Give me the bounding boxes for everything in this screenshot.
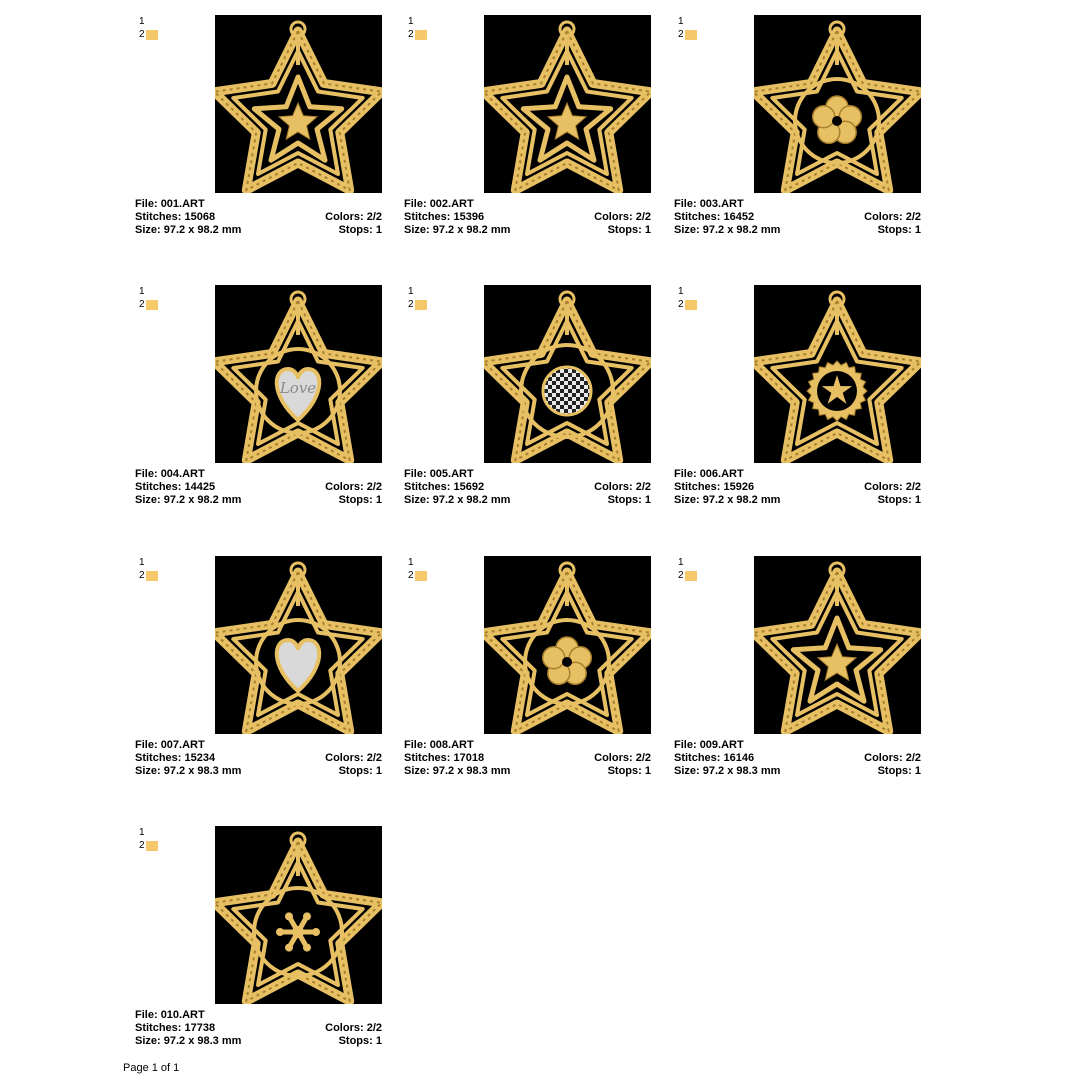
page-footer: Page 1 of 1 bbox=[123, 1062, 180, 1074]
color-swatch bbox=[685, 571, 697, 581]
design-info bbox=[135, 468, 382, 507]
file-info: File: 009.ART bbox=[674, 739, 744, 751]
stop-number: 1 bbox=[408, 16, 414, 27]
file-name: 009.ART bbox=[699, 739, 744, 751]
stitch-count: 14425 bbox=[184, 481, 216, 493]
color-stop-row bbox=[678, 28, 697, 41]
stop-count: 1 bbox=[914, 224, 921, 236]
design-card bbox=[404, 285, 654, 515]
design-size: 97.2 x 98.3 mm bbox=[432, 765, 511, 777]
stops-info: Stops: 1 bbox=[338, 224, 382, 236]
stop-count: 1 bbox=[375, 224, 382, 236]
stitches-info: Stitches: 15234 bbox=[135, 752, 216, 764]
stops-info: Stops: 1 bbox=[877, 765, 921, 777]
design-size: 97.2 x 98.2 mm bbox=[163, 494, 242, 506]
stop-number: 2 bbox=[139, 570, 145, 581]
stop-number: 2 bbox=[678, 299, 684, 310]
color-stop-row bbox=[678, 569, 697, 582]
color-swatch bbox=[415, 571, 427, 581]
ornament-icon bbox=[215, 556, 382, 734]
svg-text:Love: Love bbox=[279, 379, 317, 397]
stop-number: 1 bbox=[139, 827, 145, 838]
color-stop-row bbox=[139, 826, 158, 839]
stitches-info: Stitches: 15396 bbox=[404, 211, 485, 223]
file-name: 001.ART bbox=[160, 198, 205, 210]
ornament-icon bbox=[484, 15, 651, 193]
color-swatch bbox=[146, 841, 158, 851]
colors-info: Colors: 2/2 bbox=[864, 481, 921, 493]
design-thumbnail bbox=[484, 556, 651, 734]
design-card bbox=[404, 15, 654, 245]
design-card bbox=[135, 826, 385, 1056]
color-stop-list bbox=[139, 15, 158, 41]
stop-number: 2 bbox=[678, 29, 684, 40]
stops-info: Stops: 1 bbox=[607, 494, 651, 506]
colors-info: Colors: 2/2 bbox=[864, 752, 921, 764]
file-info: File: 007.ART bbox=[135, 739, 205, 751]
color-count: 2/2 bbox=[366, 211, 382, 223]
stop-number: 2 bbox=[139, 840, 145, 851]
design-info bbox=[404, 739, 651, 778]
color-stop-list bbox=[408, 285, 427, 311]
color-stop-row bbox=[408, 556, 427, 569]
stitches-info: Stitches: 15068 bbox=[135, 211, 216, 223]
color-count: 2/2 bbox=[905, 752, 921, 764]
design-card bbox=[135, 556, 385, 786]
color-stop-list bbox=[139, 826, 158, 852]
colors-info: Colors: 2/2 bbox=[864, 211, 921, 223]
stitches-info: Stitches: 15692 bbox=[404, 481, 485, 493]
size-info: Size: 97.2 x 98.3 mm bbox=[135, 765, 242, 777]
file-name: 005.ART bbox=[429, 468, 474, 480]
design-card bbox=[135, 15, 385, 245]
color-stop-list bbox=[678, 556, 697, 582]
file-name: 004.ART bbox=[160, 468, 205, 480]
file-info: File: 002.ART bbox=[404, 198, 474, 210]
file-info: File: 008.ART bbox=[404, 739, 474, 751]
color-stop-list bbox=[139, 556, 158, 582]
size-info: Size: 97.2 x 98.2 mm bbox=[674, 224, 781, 236]
size-info: Size: 97.2 x 98.3 mm bbox=[674, 765, 781, 777]
stops-info: Stops: 1 bbox=[877, 224, 921, 236]
design-card bbox=[674, 556, 924, 786]
ornament-icon bbox=[484, 285, 651, 463]
stop-count: 1 bbox=[375, 494, 382, 506]
file-name: 007.ART bbox=[160, 739, 205, 751]
stitch-count: 15068 bbox=[184, 211, 216, 223]
color-count: 2/2 bbox=[635, 752, 651, 764]
size-info: Size: 97.2 x 98.2 mm bbox=[135, 494, 242, 506]
stop-count: 1 bbox=[644, 494, 651, 506]
size-info: Size: 97.2 x 98.2 mm bbox=[135, 224, 242, 236]
color-count: 2/2 bbox=[366, 1022, 382, 1034]
stitches-info: Stitches: 17018 bbox=[404, 752, 485, 764]
design-info bbox=[404, 198, 651, 237]
colors-info: Colors: 2/2 bbox=[325, 752, 382, 764]
design-card bbox=[674, 285, 924, 515]
color-swatch bbox=[146, 571, 158, 581]
stop-count: 1 bbox=[644, 765, 651, 777]
design-info bbox=[135, 739, 382, 778]
design-info bbox=[135, 198, 382, 237]
design-size: 97.2 x 98.2 mm bbox=[702, 494, 781, 506]
file-info: File: 006.ART bbox=[674, 468, 744, 480]
design-info bbox=[135, 1009, 382, 1048]
stop-count: 1 bbox=[914, 765, 921, 777]
stitches-info: Stitches: 16146 bbox=[674, 752, 755, 764]
design-size: 97.2 x 98.2 mm bbox=[432, 494, 511, 506]
design-thumbnail bbox=[754, 15, 921, 193]
stop-number: 2 bbox=[139, 29, 145, 40]
stitches-info: Stitches: 15926 bbox=[674, 481, 755, 493]
color-stop-row bbox=[139, 569, 158, 582]
design-thumbnail bbox=[215, 285, 382, 463]
stitch-count: 16146 bbox=[723, 752, 755, 764]
stop-number: 2 bbox=[408, 29, 414, 40]
colors-info: Colors: 2/2 bbox=[325, 211, 382, 223]
color-stop-list bbox=[408, 556, 427, 582]
color-stop-row bbox=[678, 556, 697, 569]
colors-info: Colors: 2/2 bbox=[594, 481, 651, 493]
design-info bbox=[674, 468, 921, 507]
size-info: Size: 97.2 x 98.2 mm bbox=[674, 494, 781, 506]
color-swatch bbox=[685, 30, 697, 40]
stitch-count: 15396 bbox=[453, 211, 485, 223]
ornament-icon bbox=[215, 285, 382, 463]
design-thumbnail bbox=[215, 15, 382, 193]
file-info: File: 004.ART bbox=[135, 468, 205, 480]
stop-count: 1 bbox=[375, 765, 382, 777]
file-info: File: 003.ART bbox=[674, 198, 744, 210]
design-thumbnail bbox=[484, 15, 651, 193]
stop-number: 1 bbox=[678, 286, 684, 297]
file-info: File: 010.ART bbox=[135, 1009, 205, 1021]
design-size: 97.2 x 98.2 mm bbox=[702, 224, 781, 236]
ornament-icon bbox=[754, 15, 921, 193]
design-info bbox=[404, 468, 651, 507]
ornament-icon bbox=[754, 285, 921, 463]
color-stop-row bbox=[678, 298, 697, 311]
stitch-count: 15692 bbox=[453, 481, 485, 493]
stop-number: 2 bbox=[678, 570, 684, 581]
stops-info: Stops: 1 bbox=[338, 494, 382, 506]
color-stop-row bbox=[139, 839, 158, 852]
stop-count: 1 bbox=[644, 224, 651, 236]
colors-info: Colors: 2/2 bbox=[594, 752, 651, 764]
design-thumbnail bbox=[484, 285, 651, 463]
stops-info: Stops: 1 bbox=[338, 765, 382, 777]
color-stop-row bbox=[408, 298, 427, 311]
size-info: Size: 97.2 x 98.3 mm bbox=[404, 765, 511, 777]
stop-count: 1 bbox=[914, 494, 921, 506]
color-stop-row bbox=[139, 285, 158, 298]
color-swatch bbox=[146, 300, 158, 310]
color-swatch bbox=[415, 300, 427, 310]
design-thumbnail bbox=[754, 285, 921, 463]
color-count: 2/2 bbox=[366, 481, 382, 493]
design-thumbnail bbox=[754, 556, 921, 734]
stops-info: Stops: 1 bbox=[877, 494, 921, 506]
stop-number: 1 bbox=[678, 557, 684, 568]
color-stop-row bbox=[139, 28, 158, 41]
stop-count: 1 bbox=[375, 1035, 382, 1047]
color-stop-row bbox=[139, 15, 158, 28]
stops-info: Stops: 1 bbox=[607, 224, 651, 236]
stop-number: 2 bbox=[408, 570, 414, 581]
size-info: Size: 97.2 x 98.3 mm bbox=[135, 1035, 242, 1047]
design-size: 97.2 x 98.3 mm bbox=[163, 765, 242, 777]
color-stop-row bbox=[408, 285, 427, 298]
color-stop-row bbox=[139, 298, 158, 311]
color-swatch bbox=[415, 30, 427, 40]
color-stop-list bbox=[408, 15, 427, 41]
file-info: File: 001.ART bbox=[135, 198, 205, 210]
stops-info: Stops: 1 bbox=[607, 765, 651, 777]
color-stop-row bbox=[678, 15, 697, 28]
color-count: 2/2 bbox=[635, 481, 651, 493]
design-info bbox=[674, 198, 921, 237]
design-size: 97.2 x 98.3 mm bbox=[702, 765, 781, 777]
stop-number: 1 bbox=[408, 286, 414, 297]
stitches-info: Stitches: 16452 bbox=[674, 211, 755, 223]
colors-info: Colors: 2/2 bbox=[594, 211, 651, 223]
size-info: Size: 97.2 x 98.2 mm bbox=[404, 224, 511, 236]
color-stop-row bbox=[408, 28, 427, 41]
stitch-count: 16452 bbox=[723, 211, 755, 223]
color-stop-list bbox=[678, 285, 697, 311]
file-info: File: 005.ART bbox=[404, 468, 474, 480]
file-name: 003.ART bbox=[699, 198, 744, 210]
color-stop-list bbox=[139, 285, 158, 311]
color-swatch bbox=[685, 300, 697, 310]
color-count: 2/2 bbox=[905, 481, 921, 493]
color-count: 2/2 bbox=[905, 211, 921, 223]
design-card bbox=[674, 15, 924, 245]
stop-number: 1 bbox=[139, 286, 145, 297]
stitch-count: 15234 bbox=[184, 752, 216, 764]
stitches-info: Stitches: 17738 bbox=[135, 1022, 216, 1034]
colors-info: Colors: 2/2 bbox=[325, 481, 382, 493]
ornament-icon bbox=[215, 15, 382, 193]
design-card bbox=[404, 556, 654, 786]
design-size: 97.2 x 98.3 mm bbox=[163, 1035, 242, 1047]
color-stop-row bbox=[408, 15, 427, 28]
design-thumbnail bbox=[215, 556, 382, 734]
design-size: 97.2 x 98.2 mm bbox=[432, 224, 511, 236]
stitch-count: 15926 bbox=[723, 481, 755, 493]
stop-number: 1 bbox=[139, 16, 145, 27]
stitch-count: 17738 bbox=[184, 1022, 216, 1034]
color-stop-list bbox=[678, 15, 697, 41]
color-stop-row bbox=[408, 569, 427, 582]
stitches-info: Stitches: 14425 bbox=[135, 481, 216, 493]
file-name: 006.ART bbox=[699, 468, 744, 480]
design-thumbnail bbox=[215, 826, 382, 1004]
ornament-icon bbox=[215, 826, 382, 1004]
stop-number: 1 bbox=[139, 557, 145, 568]
colors-info: Colors: 2/2 bbox=[325, 1022, 382, 1034]
ornament-icon bbox=[754, 556, 921, 734]
stop-number: 1 bbox=[678, 16, 684, 27]
color-stop-row bbox=[139, 556, 158, 569]
design-size: 97.2 x 98.2 mm bbox=[163, 224, 242, 236]
file-name: 010.ART bbox=[160, 1009, 205, 1021]
ornament-icon bbox=[484, 556, 651, 734]
size-info: Size: 97.2 x 98.2 mm bbox=[404, 494, 511, 506]
stop-number: 2 bbox=[408, 299, 414, 310]
stitch-count: 17018 bbox=[453, 752, 485, 764]
color-count: 2/2 bbox=[366, 752, 382, 764]
stop-number: 1 bbox=[408, 557, 414, 568]
color-stop-row bbox=[678, 285, 697, 298]
color-count: 2/2 bbox=[635, 211, 651, 223]
file-name: 002.ART bbox=[429, 198, 474, 210]
design-card bbox=[135, 285, 385, 515]
design-info bbox=[674, 739, 921, 778]
color-swatch bbox=[146, 30, 158, 40]
file-name: 008.ART bbox=[429, 739, 474, 751]
stop-number: 2 bbox=[139, 299, 145, 310]
stops-info: Stops: 1 bbox=[338, 1035, 382, 1047]
